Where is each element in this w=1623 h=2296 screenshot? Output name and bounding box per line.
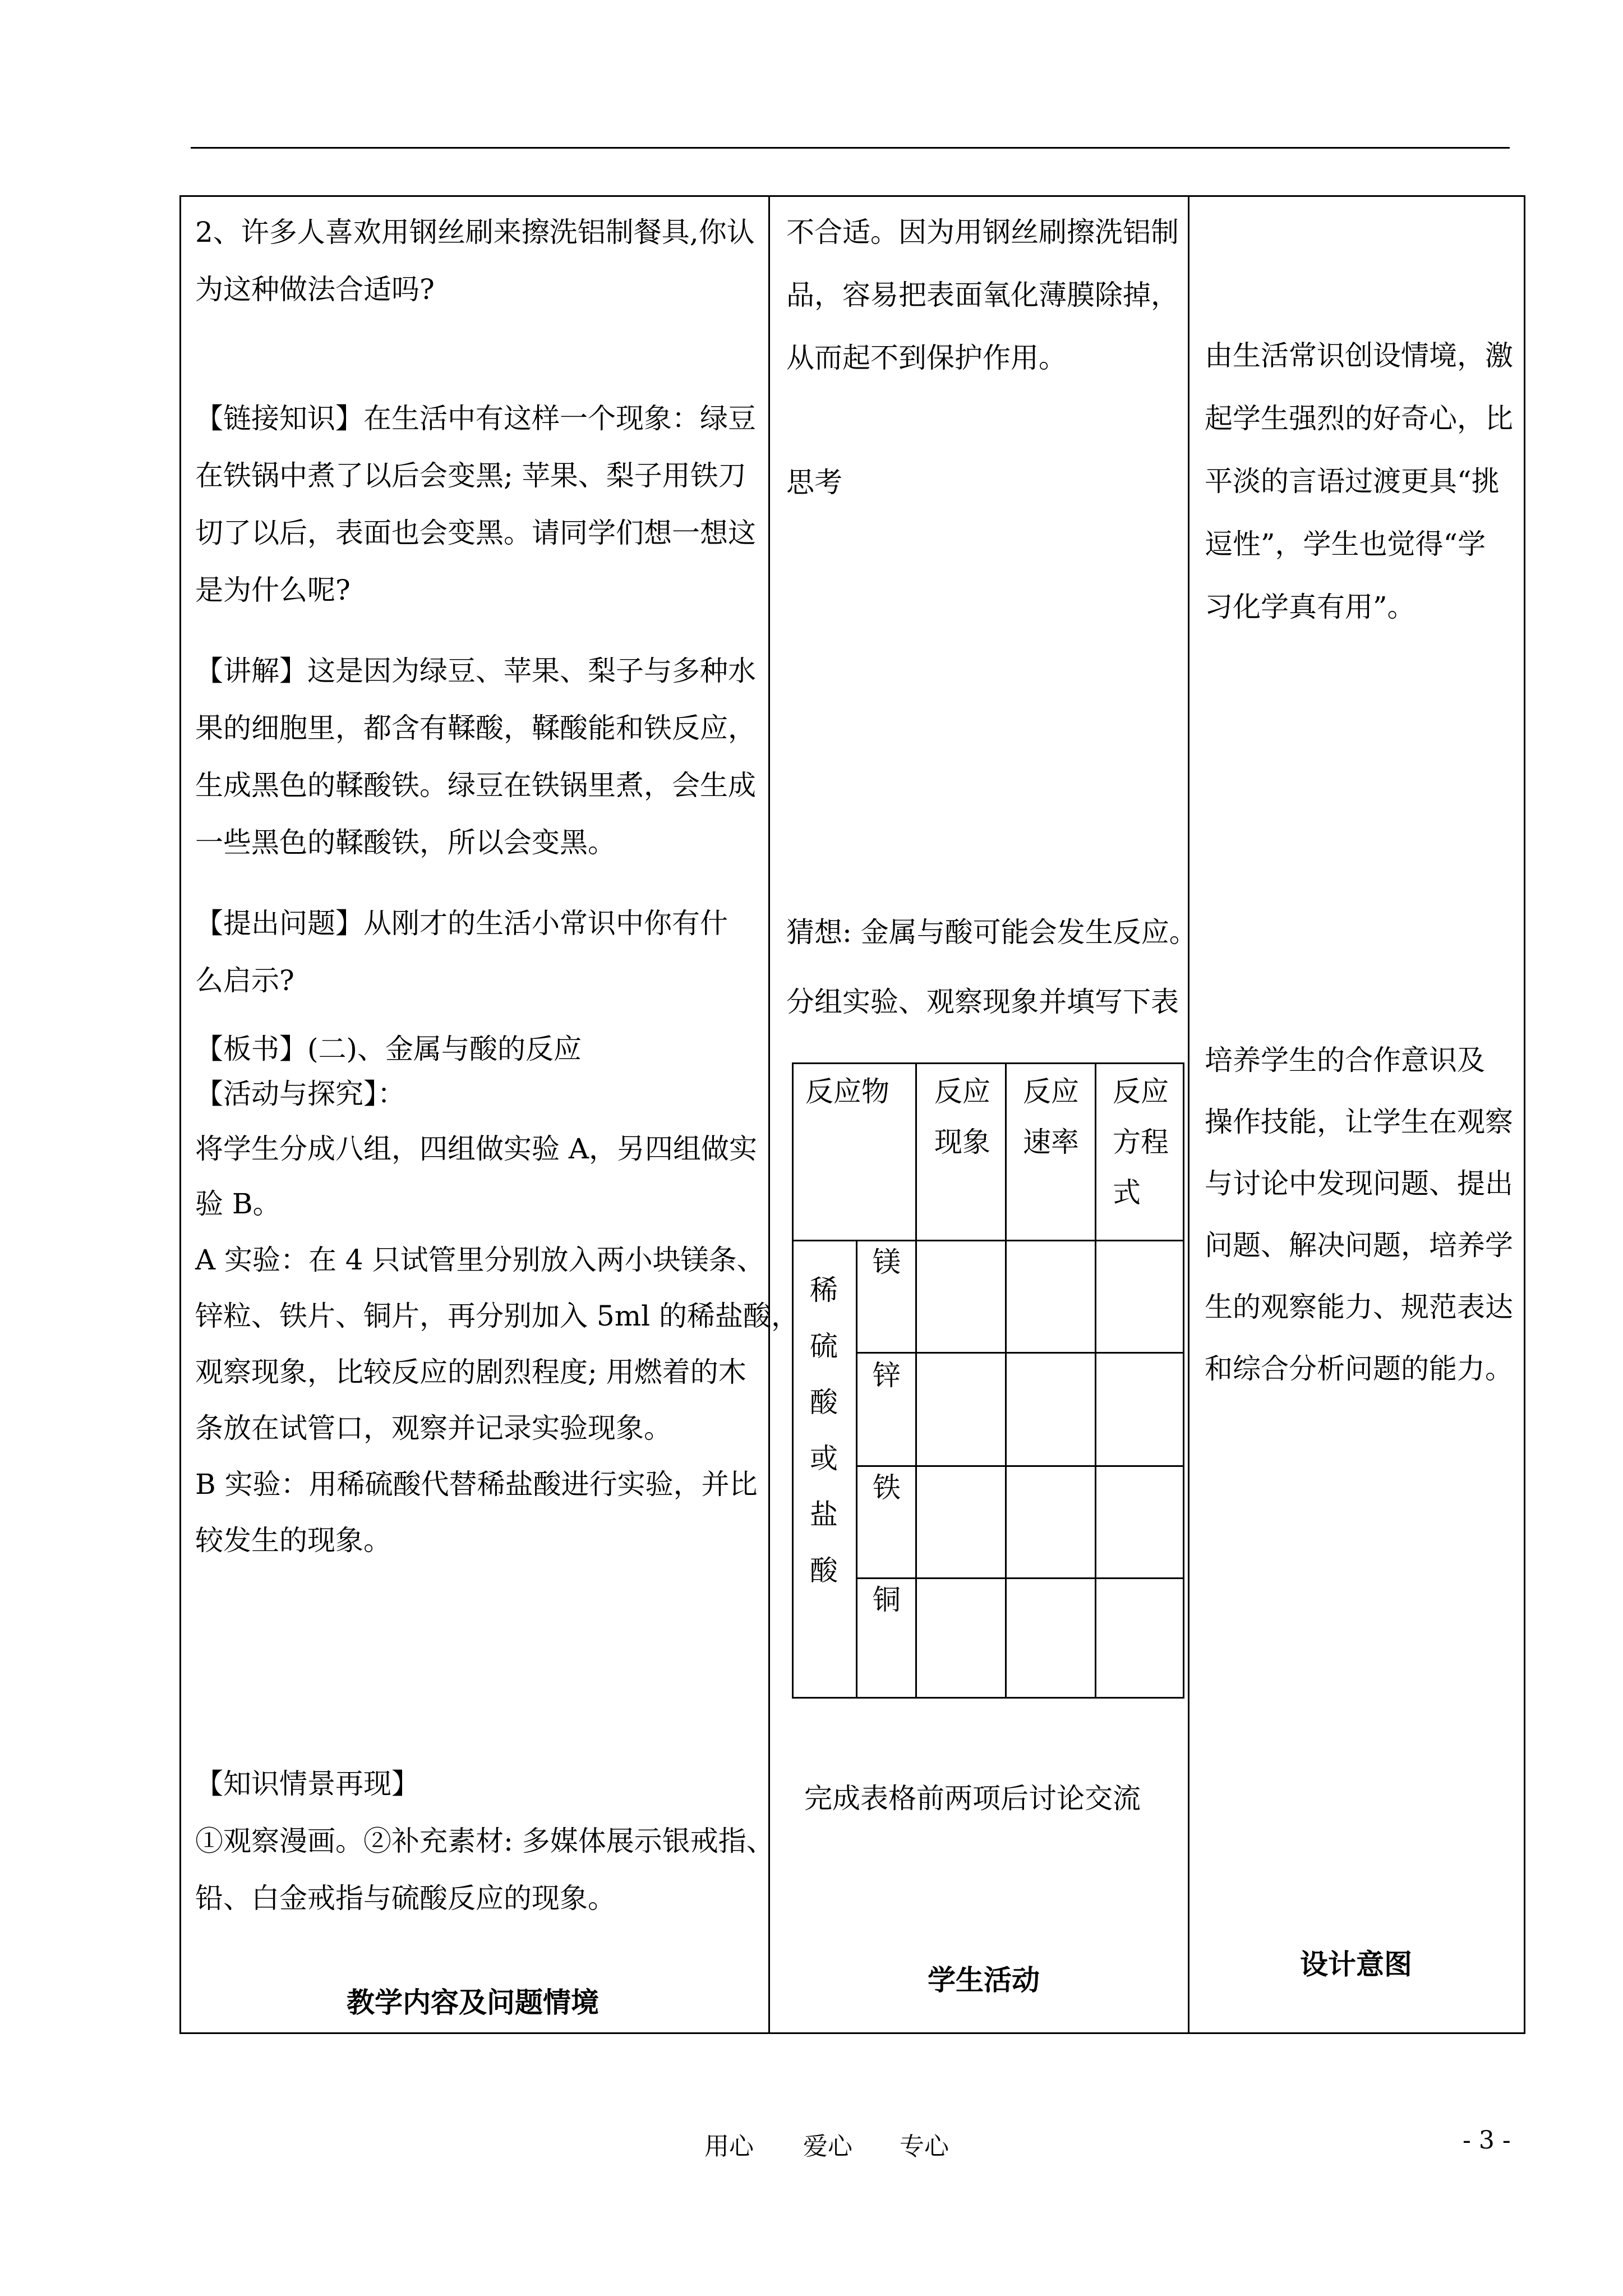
acid-label-char: 硫 bbox=[810, 1330, 838, 1363]
text-line: 【板书】(二)、金属与酸的反应 bbox=[195, 1033, 582, 1065]
metal-magnesium: 镁 bbox=[873, 1246, 901, 1278]
acid-label-char: 或 bbox=[810, 1442, 838, 1475]
text-line: 锌粒、铁片、铜片，再分别加入 5ml 的稀盐酸， bbox=[195, 1300, 800, 1332]
text-line: 【讲解】这是因为绿豆、苹果、梨子与多种水 bbox=[195, 655, 756, 687]
answer-line: 品，容易把表面氧化薄膜除掉， bbox=[786, 279, 1179, 311]
header-equation: 反应 bbox=[1113, 1075, 1169, 1108]
footer-motto-3: 专心 bbox=[900, 2132, 949, 2161]
text-line: 【链接知识】在生活中有这样一个现象：绿豆 bbox=[195, 402, 756, 435]
table-divider bbox=[856, 1465, 1184, 1467]
column-footer-design-intent: 设计意图 bbox=[1300, 1948, 1412, 1981]
column-divider-1 bbox=[768, 195, 770, 2034]
text-line: 是为什么呢? bbox=[195, 574, 351, 606]
text-line: B 实验：用稀硫酸代替稀盐酸进行实验，并比 bbox=[195, 1468, 758, 1501]
group-experiment-text: 分组实验、观察现象并填写下表 bbox=[786, 986, 1179, 1018]
metal-zinc: 锌 bbox=[873, 1359, 901, 1392]
table-divider bbox=[856, 1577, 1184, 1579]
intent-line: 操作技能，让学生在观察 bbox=[1205, 1106, 1513, 1138]
header-rate: 反应 bbox=[1023, 1075, 1079, 1108]
header-phenomenon: 反应 bbox=[934, 1075, 990, 1108]
column-footer-student-activity: 学生活动 bbox=[928, 1963, 1040, 1996]
text-line: 么启示? bbox=[195, 964, 294, 997]
page-number: - 3 - bbox=[1463, 2126, 1511, 2155]
table-divider bbox=[856, 1352, 1184, 1354]
intent-line: 问题、解决问题，培养学 bbox=[1205, 1229, 1513, 1262]
text-line: 将学生分成八组，四组做实验 A，另四组做实 bbox=[195, 1133, 758, 1165]
text-line: 【活动与探究】： bbox=[195, 1078, 405, 1110]
text-line: 为这种做法合适吗? bbox=[195, 273, 435, 306]
text-line: 【提出问题】从刚才的生活小常识中你有什 bbox=[195, 907, 728, 940]
footer-motto-1: 用心 bbox=[704, 2132, 754, 2161]
text-line: ①观察漫画。②补充素材: 多媒体展示银戒指、 bbox=[195, 1825, 774, 1857]
intent-line: 逗性”，学生也觉得“学 bbox=[1205, 528, 1486, 560]
text-line: 一些黑色的鞣酸铁，所以会变黑。 bbox=[195, 826, 616, 859]
table-divider bbox=[1005, 1062, 1007, 1699]
metal-copper: 铜 bbox=[873, 1584, 901, 1616]
table-divider bbox=[1095, 1062, 1096, 1699]
text-line: 【知识情景再现】 bbox=[195, 1768, 419, 1800]
text-line: 在铁锅中煮了以后会变黑; 苹果、梨子用铁刀 bbox=[195, 459, 746, 492]
text-line: 较发生的现象。 bbox=[195, 1524, 391, 1557]
text-line: 铅、白金戒指与硫酸反应的现象。 bbox=[195, 1882, 616, 1915]
footer-motto-2: 爱心 bbox=[803, 2132, 852, 2161]
text-line: 切了以后，表面也会变黑。请同学们想一想这 bbox=[195, 517, 756, 549]
intent-line: 起学生强烈的好奇心，比 bbox=[1205, 402, 1513, 435]
text-line: A 实验：在 4 只试管里分别放入两小块镁条、 bbox=[195, 1244, 765, 1276]
guess-text: 猜想: 金属与酸可能会发生反应。 bbox=[786, 916, 1197, 949]
header-reactant: 反应物 bbox=[805, 1075, 889, 1108]
intent-line: 和综合分析问题的能力。 bbox=[1205, 1352, 1513, 1385]
intent-line: 与讨论中发现问题、提出 bbox=[1205, 1167, 1513, 1200]
acid-label-char: 酸 bbox=[810, 1554, 838, 1587]
intent-line: 培养学生的合作意识及 bbox=[1205, 1044, 1485, 1076]
think-text: 思考 bbox=[786, 466, 842, 499]
text-line: 2、许多人喜欢用钢丝刷来擦洗铝制餐具,你认 bbox=[195, 216, 755, 249]
metal-iron: 铁 bbox=[873, 1471, 901, 1504]
text-line: 条放在试管口，观察并记录实验现象。 bbox=[195, 1412, 672, 1444]
column-divider-2 bbox=[1188, 195, 1189, 2034]
answer-line: 不合适。因为用钢丝刷擦洗铝制 bbox=[786, 216, 1179, 249]
header-rule bbox=[191, 147, 1510, 149]
text-line: 果的细胞里，都含有鞣酸，鞣酸能和铁反应， bbox=[195, 712, 756, 744]
table-divider bbox=[856, 1240, 857, 1699]
text-line: 观察现象，比较反应的剧烈程度; 用燃着的木 bbox=[195, 1356, 746, 1388]
acid-label-char: 酸 bbox=[810, 1386, 838, 1419]
discuss-text: 完成表格前两项后讨论交流 bbox=[804, 1782, 1141, 1815]
intent-line: 平淡的言语过渡更具“挑 bbox=[1205, 465, 1500, 498]
intent-line: 习化学真有用”。 bbox=[1205, 591, 1415, 623]
acid-label-char: 盐 bbox=[810, 1498, 838, 1531]
column-footer-teaching-content: 教学内容及问题情境 bbox=[347, 1986, 599, 2019]
header-rate: 速率 bbox=[1023, 1126, 1079, 1158]
intent-line: 由生活常识创设情境，激 bbox=[1205, 339, 1513, 372]
text-line: 生成黑色的鞣酸铁。绿豆在铁锅里煮，会生成 bbox=[195, 769, 756, 802]
header-equation: 方程 bbox=[1113, 1126, 1169, 1158]
header-phenomenon: 现象 bbox=[934, 1126, 990, 1158]
answer-line: 从而起不到保护作用。 bbox=[786, 342, 1067, 374]
acid-label-char: 稀 bbox=[810, 1274, 838, 1306]
intent-line: 生的观察能力、规范表达 bbox=[1205, 1291, 1513, 1323]
table-divider bbox=[792, 1240, 1184, 1241]
text-line: 验 B。 bbox=[195, 1188, 281, 1220]
table-divider bbox=[915, 1062, 917, 1699]
header-equation: 式 bbox=[1113, 1176, 1141, 1209]
